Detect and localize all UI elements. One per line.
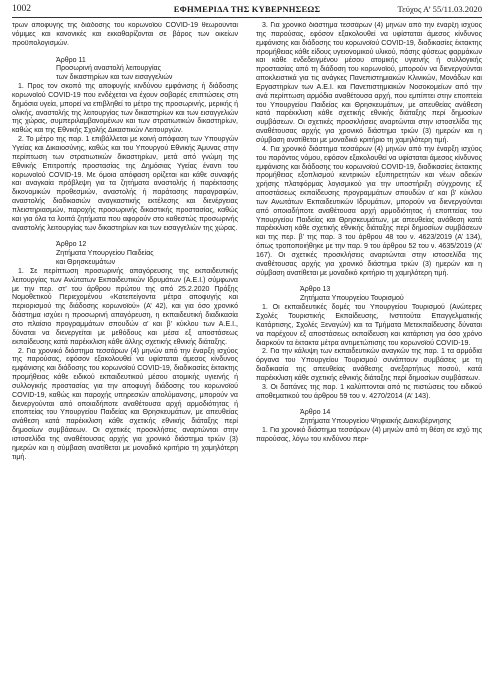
article-heading: Ζητήματα Υπουργείου Ψηφιακής Διακυβέρνησης xyxy=(300,418,452,426)
gazette-title: ΕΦΗΜΕΡΙΔΑ ΤΗΣ ΚΥΒΕΡΝΗΣΕΩΣ xyxy=(173,4,321,14)
header-divider xyxy=(12,17,482,18)
right-column xyxy=(256,22,482,672)
article-heading: Άρθρο 13 xyxy=(300,286,331,294)
article-heading: των δικαστηρίων και των εισαγγελιών xyxy=(56,74,173,82)
paragraph: 3. Για χρονικό διάστημα τεσσάρων (4) μηνών από την έναρξη ισχύος της παρούσας, εφόσον εξακολουθεί να υφίσταται άμεσος κίνδυνος εμφάνισης και διάδοσης του κορωνοϊού COVID-19, διαδικασίες έκτακτης προμήθειας κάθε είδους υγειονομικού υλικού, πάσης φύσεως φαρμάκων και κάθε ενδεδειγμένου μέσου ατομικής υγιεινής ή συλλογικής προστασίας από τη διάδοση του κορωνοϊού, μπορούν να διενεργούνται αποκλειστικά για τις ανάγκες Πανεπιστημιακών Κλινικών, Μονάδων και Εργαστηρίων των Α.Ε.Ι. και Πανεπιστημιακών Νοσοκομείων από την ανά περίπτωση αρμόδια αναθέτουσα αρχή, που εμπίπτει στην εποπτεία του Υπουργείου Παιδείας και Θρησκευμάτων, με απευθείας ανάθεση κατά παρέκκλιση κάθε σχετικής εθνικής διάταξης περί δημοσίων συμβάσεων. Οι σχετικές προσκλήσεις αναρτώνται στην ιστοσελίδα της αναθέτουσας αρχής για χρονικό διάστημα τριών (3) ημερών και η σύμβαση ανατίθεται με μοναδικό κριτήριο τη χαμηλότερη τιμή. xyxy=(256,22,482,144)
section-gap xyxy=(256,401,482,405)
article-heading: Ζητήματα Υπουργείου Παιδείας xyxy=(56,250,154,258)
left-column xyxy=(12,22,238,672)
article-heading: Άρθρο 14 xyxy=(300,409,331,417)
article-heading: και Θρησκευμάτων xyxy=(56,259,116,267)
paragraph: 1. Οι εκπαιδευτικές δομές του Υπουργείου Τουρισμού (Ανώτερες Σχολές Τουριστικής Εκπαίδευσης, Ινστιτούτα Επαγγελματικής Κατάρτισης, Σχολές Ξεναγών) και τα Τμήματα Μετεκπαίδευσης δύναται να παρέχουν εξ αποστάσεως εκπαίδευση και κατάρτιση για όσο χρόνο διαρκούν τα έκτακτα μέτρα αντιμετώπισης του κορωνοϊού COVID-19. xyxy=(256,304,482,347)
paragraph: 2. Για χρονικό διάστημα τεσσάρων (4) μηνών από την έναρξη ισχύος της παρούσας, εφόσον εξακολουθεί να υφίσταται άμεσος κίνδυνος εμφάνισης και διάδοσης του κορωνοϊού COVID-19, διαδικασίες έκτακτης προμήθειας κάθε ειδικού εκπαιδευτικού μέσου ατομικής υγιεινής ή συλλογικής προστασίας για την αποφυγή διάδοσης του κορωνοϊού COVID-19, καθώς και παροχής υπηρεσιών απολύμανσης, μπορούν να διενεργούνται από οποιαδήποτε αναθέτουσα αρχή αρμοδιότητας ή εποπτείας του Υπουργείου Παιδείας και Θρησκευμάτων, με απευθείας ανάθεση κατά παρέκκλιση κάθε σχετικής εθνικής διάταξης περί δημοσίων συμβάσεων. Οι σχετικές προσκλήσεις αναρτώνται στην ιστοσελίδα της αναθέτουσας αρχής για χρονικό διάστημα τριών (3) ημερών και η σύμβαση ανατίθεται με μοναδικό κριτήριο τη χαμηλότερη τιμή. xyxy=(12,347,238,461)
paragraph: τρων αποφυγής της διάδοσης του κορωνοϊού COVID-19 θεωρούνται νόμιμες και κανονικές και εκκαθαρίζονται σε βάρος των οικείων προϋπολογισμών. xyxy=(12,22,238,47)
paragraph: 2. Για την κάλυψη των εκπαιδευτικών αναγκών της παρ. 1 τα αρμόδια όργανα του Υπουργείου Τουρισμού συνάπτουν συμβάσεις με τη διαδικασία της απευθείας ανάθεσης ανεξαρτήτως ποσού, κατά παρέκκλιση κάθε σχετικής εθνικής διάταξης περί δημοσίων συμβάσεων. xyxy=(256,348,482,382)
page-number: 1002 xyxy=(12,4,31,14)
paragraph: 2. Το μέτρο της παρ. 1 επιβάλλεται με κοινή απόφαση των Υπουργών Υγείας και Δικαιοσύνης, καθώς και του Υπουργού Εθνικής Άμυνας στην περίπτωση των στρατιωτικών δικαστηρίων, μετά από γνώμη της Εθνικής Επιτροπής προστασίας της Δημόσιας Υγείας έναντι του κορωνοϊού COVID-19. Με όμοια απόφαση ορίζεται και κάθε συναφής και αναγκαία πρόβλεψη για τα ζητήματα αναστολής ή παρέκτασης δικονομικών προθεσμιών, αναστολής ή παράτασης παραγραφών, αναστολής διαδικασιών αναγκαστικής εκτέλεσης και διενέργειας πλειστηριασμών, παροχής προσωρινής δικαστικής προστασίας, καθώς και για όλα τα λοιπά ζητήματα που αφορούν στο καθεστώς προσωρινής αναστολής λειτουργίας των δικαστηρίων και των εισαγγελιών της χώρας. xyxy=(12,136,238,232)
paragraph: 4. Για χρονικό διάστημα τεσσάρων (4) μηνών από την έναρξη ισχύος του παρόντος νόμου, εφόσον εξακολουθεί να υφίσταται άμεσος κίνδυνος εμφάνισης και διάδοσης του κορωνοϊού COVID-19, διαδικασίες έκτακτης προμήθειας εξοπλισμού κεντρικών εξυπηρετητών και νέων αδειών χρήσης πλατφόρμας λογισμικού για την υποστήριξη σύγχρονης εξ αποστάσεως εκπαίδευσης προγραμμάτων σπουδών α’ και β’ κύκλου των Ανωτάτων Εκπαιδευτικών Ιδρυμάτων, μπορούν να διενεργούνται από οποιαδήποτε αναθέτουσα αρχή αρμοδιότητας ή εποπτείας του Υπουργείου Παιδείας και Θρησκευμάτων, με απευθείας ανάθεση κατά παρέκκλιση κάθε σχετικής εθνικής διάταξης περί δημοσίων συμβάσεων και της περ. β’ της παρ. 3 του άρθρου 48 του ν. 4623/2019 (Α’ 134), όπως τροποποιήθηκε με την παρ. 9 του άρθρου 52 του ν. 4635/2019 (Α’ 167). Οι σχετικές προσκλήσεις αναρτώνται στην ιστοσελίδα της αναθέτουσας αρχής για χρονικό διάστημα τριών (3) ημερών και η σύμβαση ανατίθεται με μοναδικό κριτήριο τη χαμηλότερη τιμή. xyxy=(256,145,482,277)
section-gap xyxy=(12,49,238,53)
section-gap xyxy=(12,233,238,237)
paragraph: 1. Σε περίπτωση προσωρινής απαγόρευσης της εκπαιδευτικής λειτουργίας των Ανώτατων Εκπαιδευτικών Ιδρυμάτων (Α.Ε.Ι.) σύμφωνα με την περ. στ’ του άρθρου πρώτου της από 25.2.2020 Πράξης Νομοθετικού Περιεχομένου «Κατεπείγοντα μέτρα αποφυγής και περιορισμού της διάδοσης κορωνοϊού» (Α’ 42), και για όσο χρονικό διάστημα ισχύει η προσωρινή απαγόρευση, η εκπαιδευτική διαδικασία στο πλαίσιο προγραμμάτων σπουδών α’ και β’ κύκλου των Α.Ε.Ι., δύναται να διενεργείται με μεθόδους και μέσα εξ αποστάσεως εκπαίδευσης κατά παρέκκλιση κάθε άλλης σχετικής εθνικής διάταξης. xyxy=(12,267,238,346)
article-heading: Άρθρο 11 xyxy=(56,56,86,64)
paragraph: 1. Προς τον σκοπό της αποφυγής κινδύνου εμφάνισης ή διάδοσης κορωνοϊού COVID-19 που ενδέχεται να έχουν σοβαρές επιπτώσεις στη δημόσια υγεία, μπορεί να επιβληθεί το μέτρο της προσωρινής, μερικής ή ολικής, αναστολής της λειτουργίας των δικαστηρίων και των εισαγγελιών της χώρας, συμπεριλαμβανομένων και των στρατιωτικών δικαστηρίων, καθώς και της Εθνικής Σχολής Δικαστικών Λειτουργών. xyxy=(12,83,238,135)
article-heading: Προσωρινή αναστολή λειτουργίας xyxy=(56,65,161,73)
article-heading: Άρθρο 12 xyxy=(56,241,87,249)
section-gap xyxy=(256,278,482,282)
paragraph: 1. Για χρονικό διάστημα τεσσάρων (4) μηνών από τη θέση σε ισχύ της παρούσας, λόγω του κινδύνου περι- xyxy=(256,427,482,443)
issue-info: Τεύχος Α’ 55/11.03.2020 xyxy=(397,4,482,14)
paragraph: 3. Οι δαπάνες της παρ. 1 καλύπτονται από τις πιστώσεις του ειδικού αποθεματικού του άρθρου 59 του ν. 4270/2014 (Α’ 143). xyxy=(256,383,482,400)
article-heading: Ζητήματα Υπουργείου Τουρισμού xyxy=(300,295,404,303)
page-header xyxy=(12,3,482,16)
